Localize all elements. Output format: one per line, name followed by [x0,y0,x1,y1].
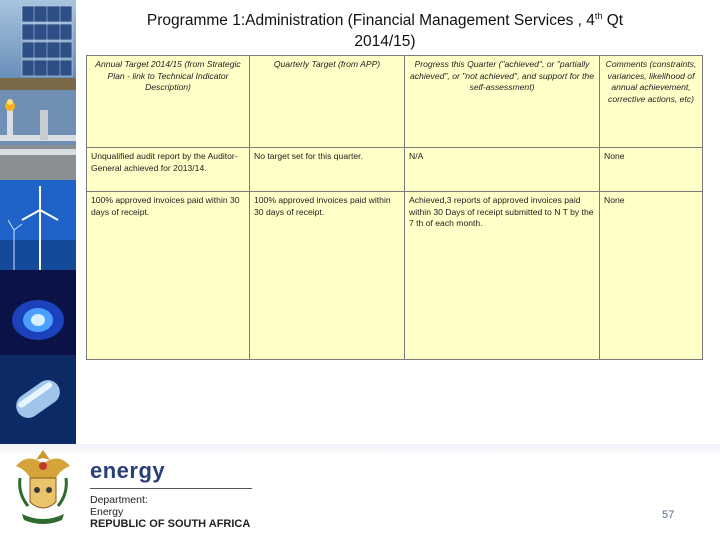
decorative-photo-strip [0,0,76,444]
energy-tube-image [0,355,76,444]
table-cell: Achieved,3 reports of approved invoices paid within 30 Days of receipt submitted to N T by the 7 th of each month. [405,192,600,360]
title-line2: 2014/15) [354,33,416,51]
solar-panel-image [0,0,76,90]
table-row [87,148,703,192]
title-line1: Programme 1:Administration (Financial Management Services , 4 [146,12,595,30]
header-progress: Progress this Quarter ("achieved", or "partially achieved", or "not achieved", and support for the self-assessment) [405,56,600,148]
brand-department-label: Department: [90,494,148,506]
title-superscript: th [594,11,603,21]
brand-name: energy [90,458,166,483]
table-cell: None [600,192,703,360]
title-line1-end: Qt [602,12,624,30]
wind-turbine-image [0,180,76,270]
header-quarterly-target: Quarterly Target (from APP) [250,56,405,148]
gas-pipeline-image [0,90,76,180]
table-cell: 100% approved invoices paid within 30 days of receipt. [87,192,250,360]
brand-divider [90,488,252,489]
gas-flame-image [0,270,76,355]
table-cell: Unqualified audit report by the Auditor-General achieved for 2013/14. [87,148,250,192]
footer-band [0,444,720,456]
brand-country: REPUBLIC OF SOUTH AFRICA [90,518,251,530]
table-cell: No target set for this quarter. [250,148,405,192]
slide-title [82,6,688,52]
coat-of-arms-icon [8,444,78,530]
table-cell: 100% approved invoices paid within 30 days of receipt. [250,192,405,360]
header-annual-target: Annual Target 2014/15 (from Strategic Plan - link to Technical Indicator Description) [87,56,250,148]
header-comments: Comments (constraints, variances, likelihood of annual achievement, corrective actions, etc) [600,56,703,148]
table-cell: None [600,148,703,192]
table-cell: N/A [405,148,600,192]
page-number: 57 [662,509,675,521]
table-row [87,192,703,360]
performance-table [86,55,703,360]
department-brand [90,458,252,530]
brand-department-name: Energy [90,506,124,518]
table-header-row [87,56,703,148]
